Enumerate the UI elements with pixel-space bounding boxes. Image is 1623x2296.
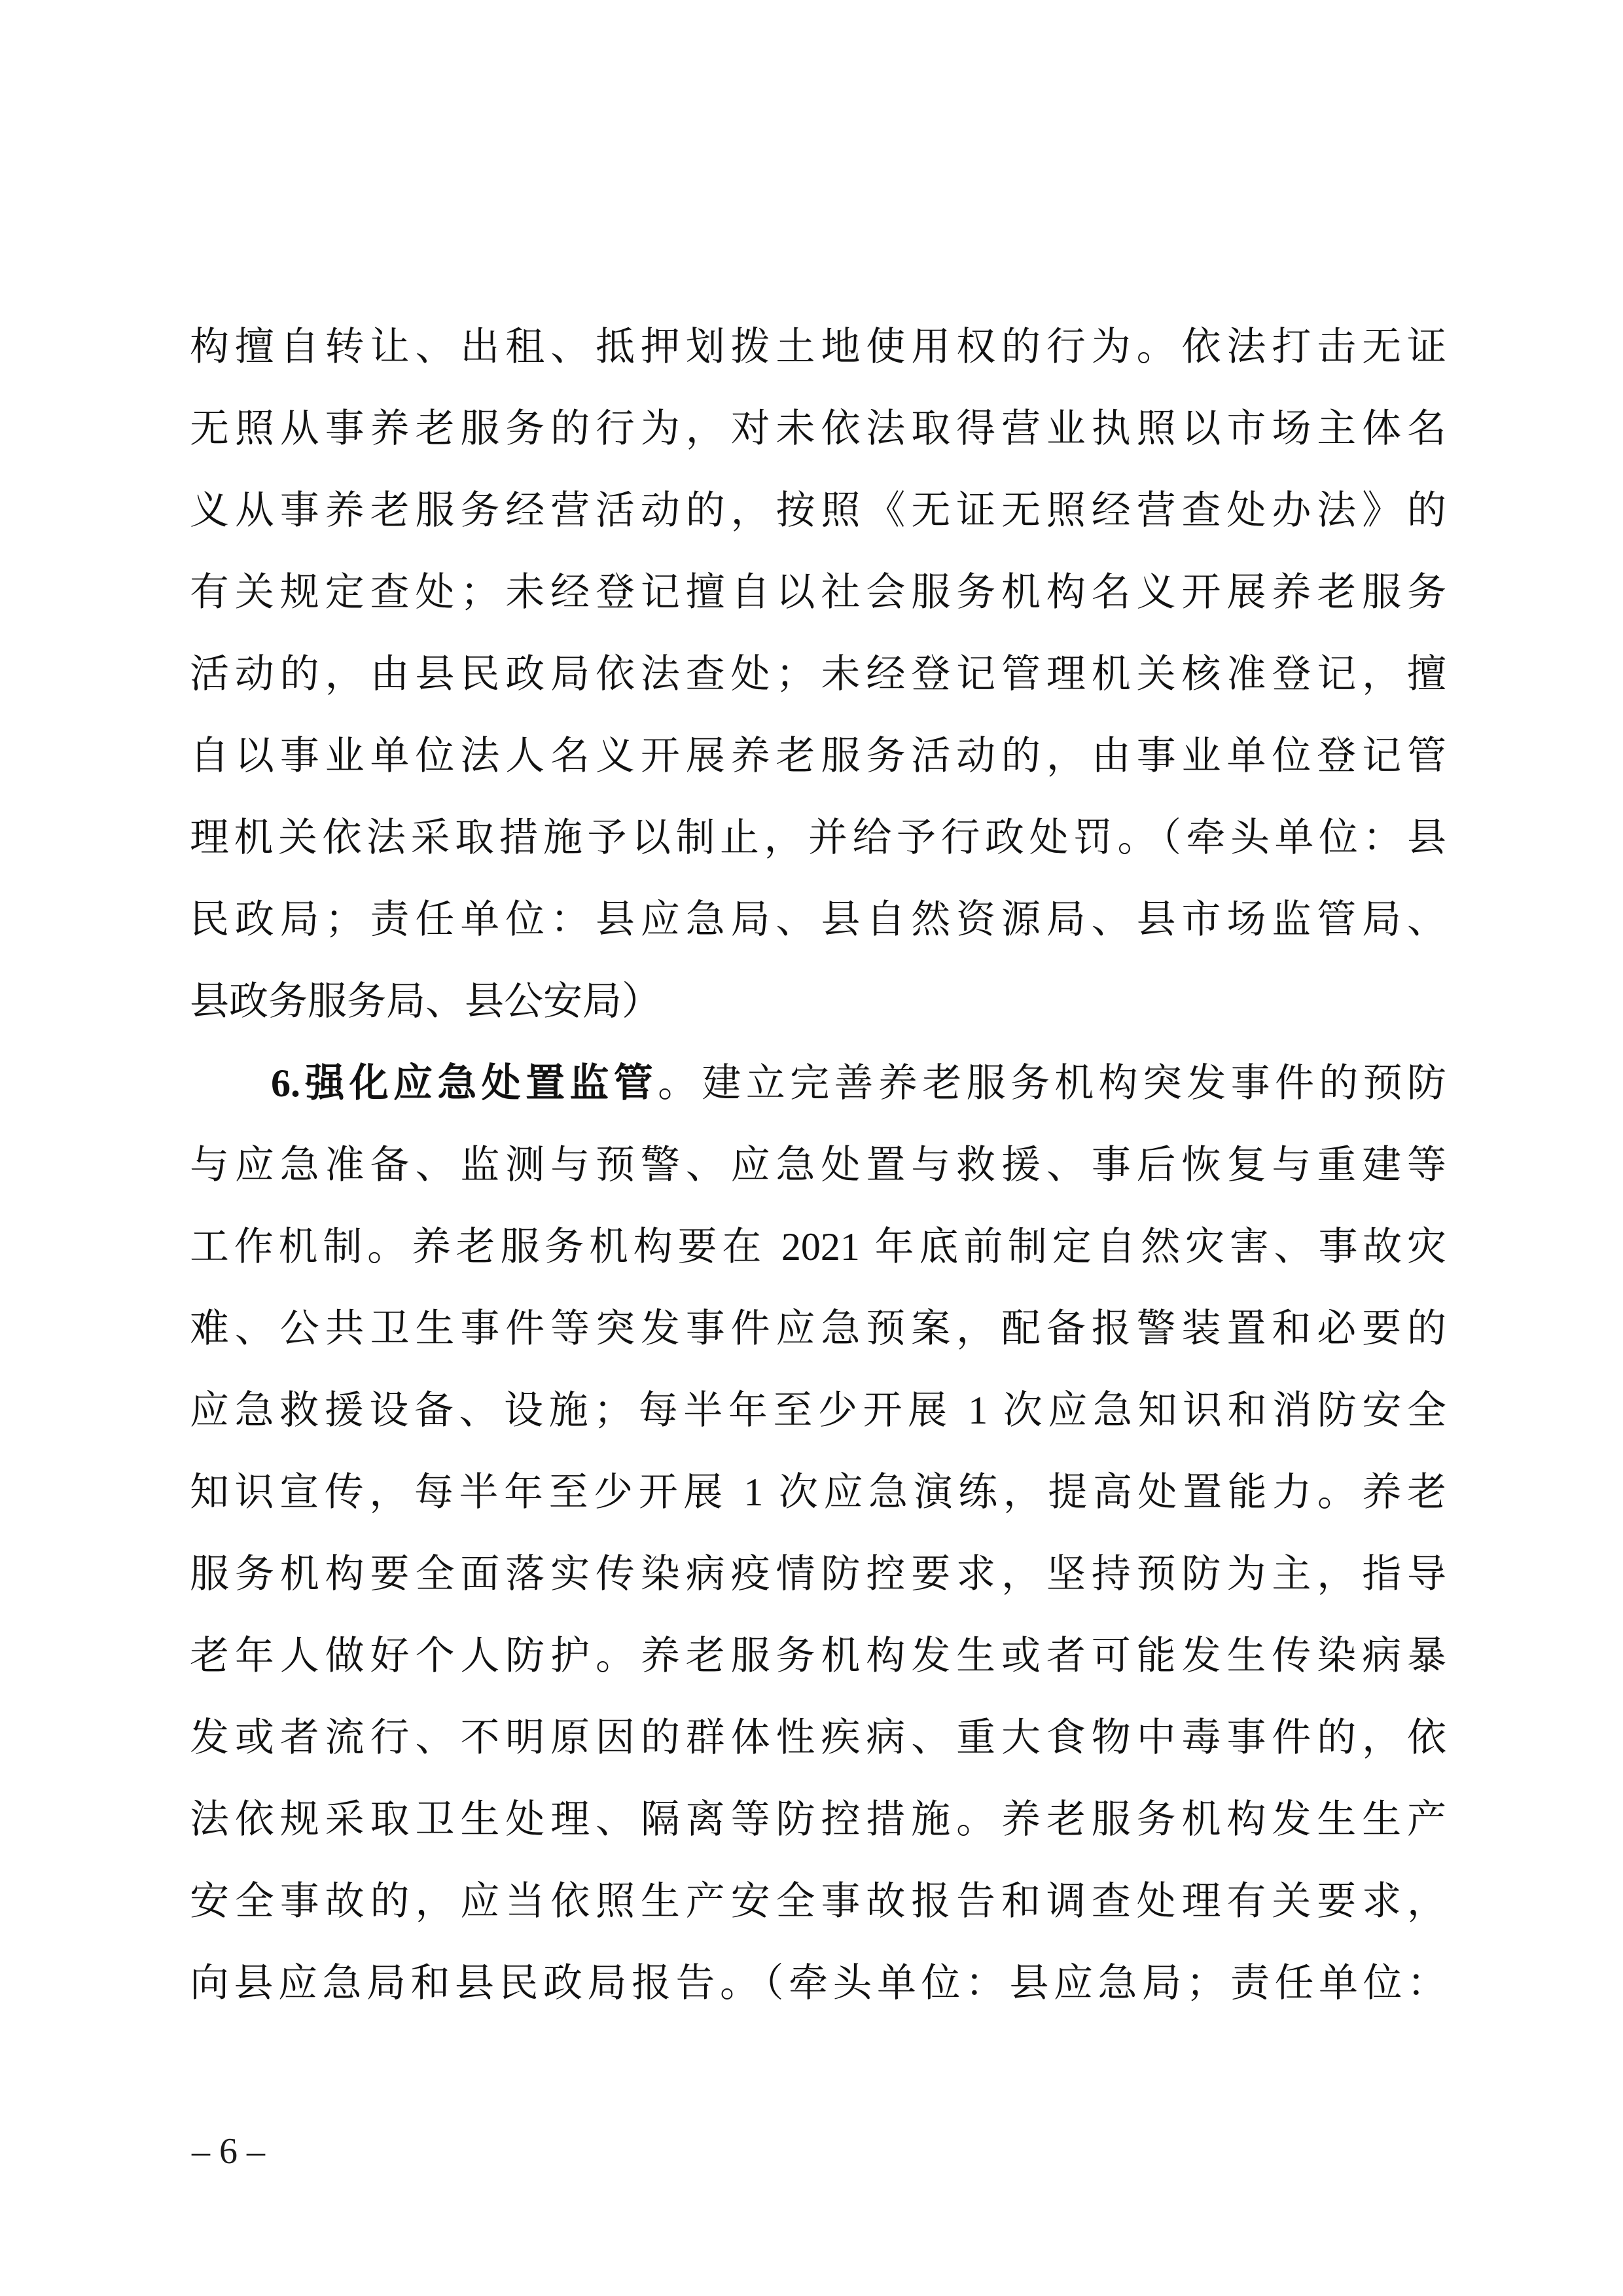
- text-line: 无照从事养老服务的行为，对未依法取得营业执照以市场主体名: [190, 407, 1446, 450]
- text-line: 构擅自转让、出租、抵押划拨土地使用权的行为。依法打击无证: [190, 325, 1446, 368]
- page-number: – 6 –: [192, 2131, 265, 2172]
- text-line: 义从事养老服务经营活动的，按照《无证无照经营查处办法》的: [190, 489, 1446, 532]
- text-line: 民政局；责任单位：县应急局、县自然资源局、县市场监管局、: [190, 898, 1446, 941]
- text-line: 工作机制。养老服务机构要在 2021 年底前制定自然灾害、事故灾: [190, 1225, 1446, 1268]
- text-line: 法依规采取卫生处理、隔离等防控措施。养老服务机构发生生产: [190, 1798, 1446, 1841]
- bold-section-heading: 6.强化应急处置监管: [271, 1062, 658, 1105]
- text-line: 6.强化应急处置监管。建立完善养老服务机构突发事件的预防: [271, 1062, 1447, 1105]
- text-line: 活动的，由县民政局依法查处；未经登记管理机关核准登记，擅: [190, 653, 1446, 696]
- text-line: 向县应急局和县民政局报告。（牵头单位：县应急局；责任单位：: [190, 1962, 1446, 2005]
- text-line: 应急救援设备、设施；每半年至少开展 1 次应急知识和消防安全: [190, 1389, 1446, 1432]
- page-footer: [192, 2128, 265, 2174]
- text-line: 难、公共卫生事件等突发事件应急预案，配备报警装置和必要的: [190, 1307, 1446, 1350]
- text-line: 安全事故的，应当依照生产安全事故报告和调查处理有关要求，: [190, 1880, 1446, 1923]
- text-line: 服务机构要全面落实传染病疫情防控要求，坚持预防为主，指导: [190, 1552, 1446, 1596]
- text-line: 有关规定查处；未经登记擅自以社会服务机构名义开展养老服务: [190, 571, 1446, 614]
- text-line: 发或者流行、不明原因的群体性疾病、重大食物中毒事件的，依: [190, 1716, 1446, 1759]
- text-line: 老年人做好个人防护。养老服务机构发生或者可能发生传染病暴: [190, 1634, 1446, 1677]
- text-line: 县政务服务局、县公安局）: [190, 980, 661, 1023]
- text-line: 与应急准备、监测与预警、应急处置与救援、事后恢复与重建等: [190, 1143, 1446, 1187]
- text-line: 知识宣传，每半年至少开展 1 次应急演练，提高处置能力。养老: [190, 1471, 1446, 1514]
- text-line: 自以事业单位法人名义开展养老服务活动的，由事业单位登记管: [190, 734, 1446, 778]
- text-line: 理机关依法采取措施予以制止，并给予行政处罚。（牵头单位：县: [190, 816, 1446, 859]
- body-text: [190, 306, 1446, 2024]
